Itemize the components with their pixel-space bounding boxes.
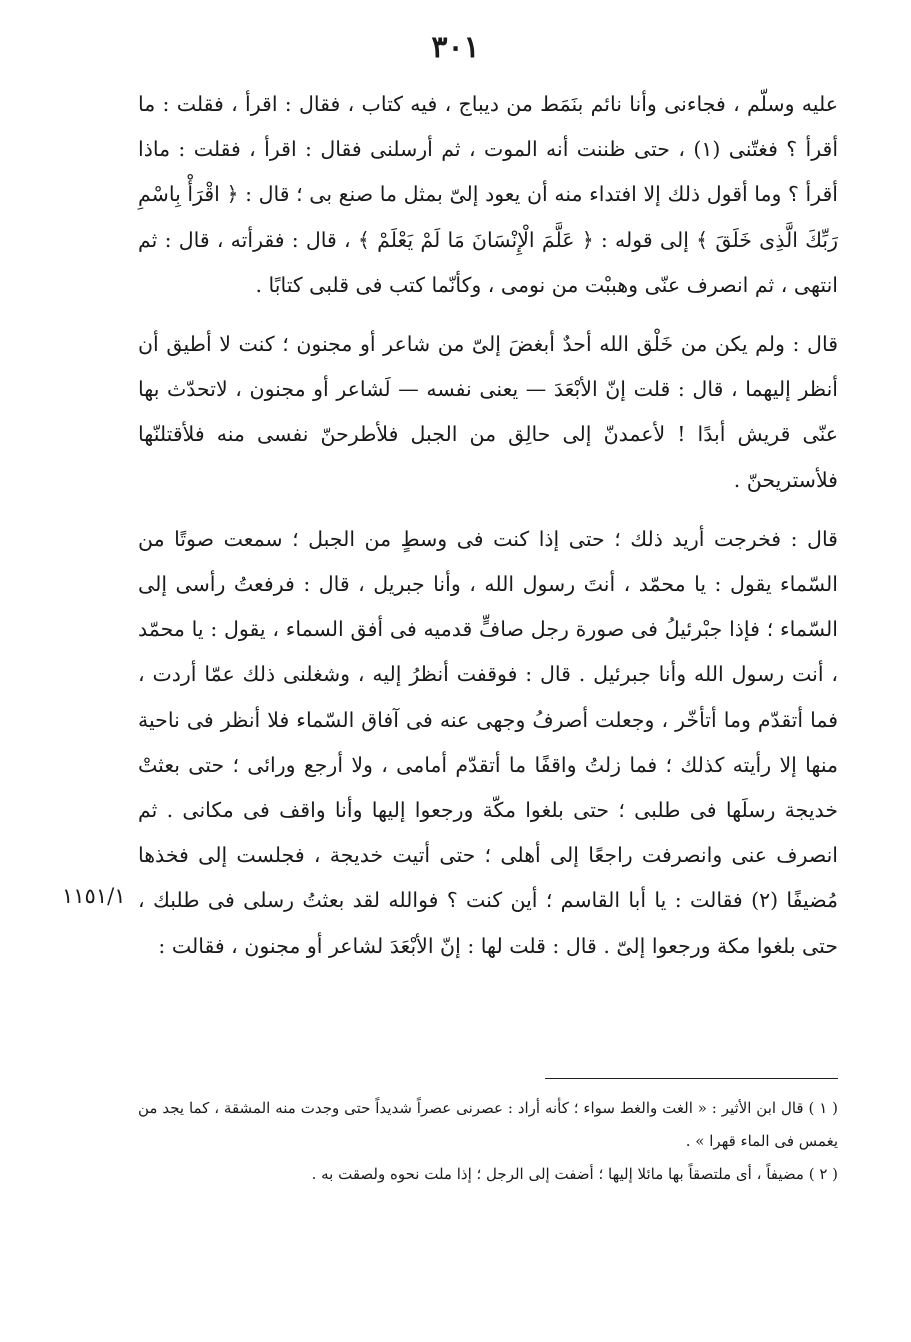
footnotes — [138, 1092, 838, 1191]
page-number: ٣٠١ — [431, 30, 480, 65]
paragraph: عليه وسلّم ، فجاءنى وأنا نائم بنَمَط من ديباج ، فيه كتاب ، فقال : اقرأ ، فقلت : ما أقرأ ؟ فغتّنى (١) ، حتى ظننت أنه الموت ، ثم أرسلنى فقال : اقرأ ، فقلت : ماذا أقرأ ؟ وما أقول ذلك إلا افتداء منه أن يعود إلىّ بمثل ما صنع بى ؛ قال : ﴿ اقْرَأْ بِاسْمِ رَبِّكَ الَّذِى خَلَقَ ﴾ إلى قوله : ﴿ عَلَّمَ الْإِنْسَانَ مَا لَمْ يَعْلَمْ ﴾ ، قال : فقرأته ، قال : ثم انتهى ، ثم انصرف عنّى وهببْت من نومى ، وكأنّما كتب فى قلبى كتابًا . — [138, 92, 839, 297]
footnote: ( ١ ) قال ابن الأثير : « الغت والغط سواء ؛ كأنه أراد : عصرنى عصراً شديداً حتى وجدت منه المشقة ، كما يجد من يغمس فى الماء قهرا » . — [138, 1099, 838, 1150]
main-text — [138, 82, 838, 969]
margin-reference: ١١٥١/١ — [62, 884, 126, 908]
paragraph: قال : ولم يكن من خَلْق الله أحدٌ أبغضَ إلىّ من شاعر أو مجنون ؛ كنت لا أطيق أن أنظر إليهما ، قال : قلت إنّ الأبْعَدَ — يعنى نفسه — لَشاعر أو مجنون ، لاتحدّث بها عنّى قريش أبدًا ! لأعمدنّ إلى حالِق من الجبل فلأطرحنّ نفسى منه فلأقتلنّها فلأستريحنّ . — [138, 332, 838, 492]
footnote-divider — [545, 1078, 838, 1079]
paragraph: قال : فخرجت أريد ذلك ؛ حتى إذا كنت فى وسطٍ من الجبل ؛ سمعت صوتًا من السّماء يقول : يا محمّد ، أنتَ رسول الله ، وأنا جبريل ، قال : فرفعتُ رأسى إلى السّماء ؛ فإذا جبْرئيلُ فى صورة رجل صافٍّ قدميه فى أفق السماء ، يقول : يا محمّد ، أنت رسول الله وأنا جبرئيل . قال : فوقفت أنظرُ إليه ، وشغلنى ذلك عمّا أردت ، فما أتقدّم وما أتأخّر ، وجعلت أصرفُ وجهى عنه فى آفاق السّماء فلا أنظر فى ناحية منها إلا رأيته كذلك ؛ فما زلتُ واقفًا ما أتقدّم أمامى ، ولا أرجع ورائى ؛ حتى بعثتْ خديجة رسلَها فى طلبى ؛ حتى بلغوا مكّة ورجعوا إليها وأنا واقف فى مكانى . ثم انصرف عنى وانصرفت راجعًا إلى أهلى ؛ حتى أتيت خديجة ، فجلست إلى فخذها مُضيفًا (٢) فقالت : يا أبا القاسم ؛ أين كنت ؟ فوالله لقد بعثتُ رسلى فى طلبك ، حتى بلغوا مكة ورجعوا إلىّ . قال : قلت لها : إنّ الأبْعَدَ لشاعر أو مجنون ، فقالت : — [138, 526, 838, 958]
footnote: ( ٢ ) مضيفاً ، أى ملتصقاً بها مائلا إليها ؛ أضفت إلى الرجل ؛ إذا ملت نحوه ولصقت به . — [311, 1165, 838, 1183]
